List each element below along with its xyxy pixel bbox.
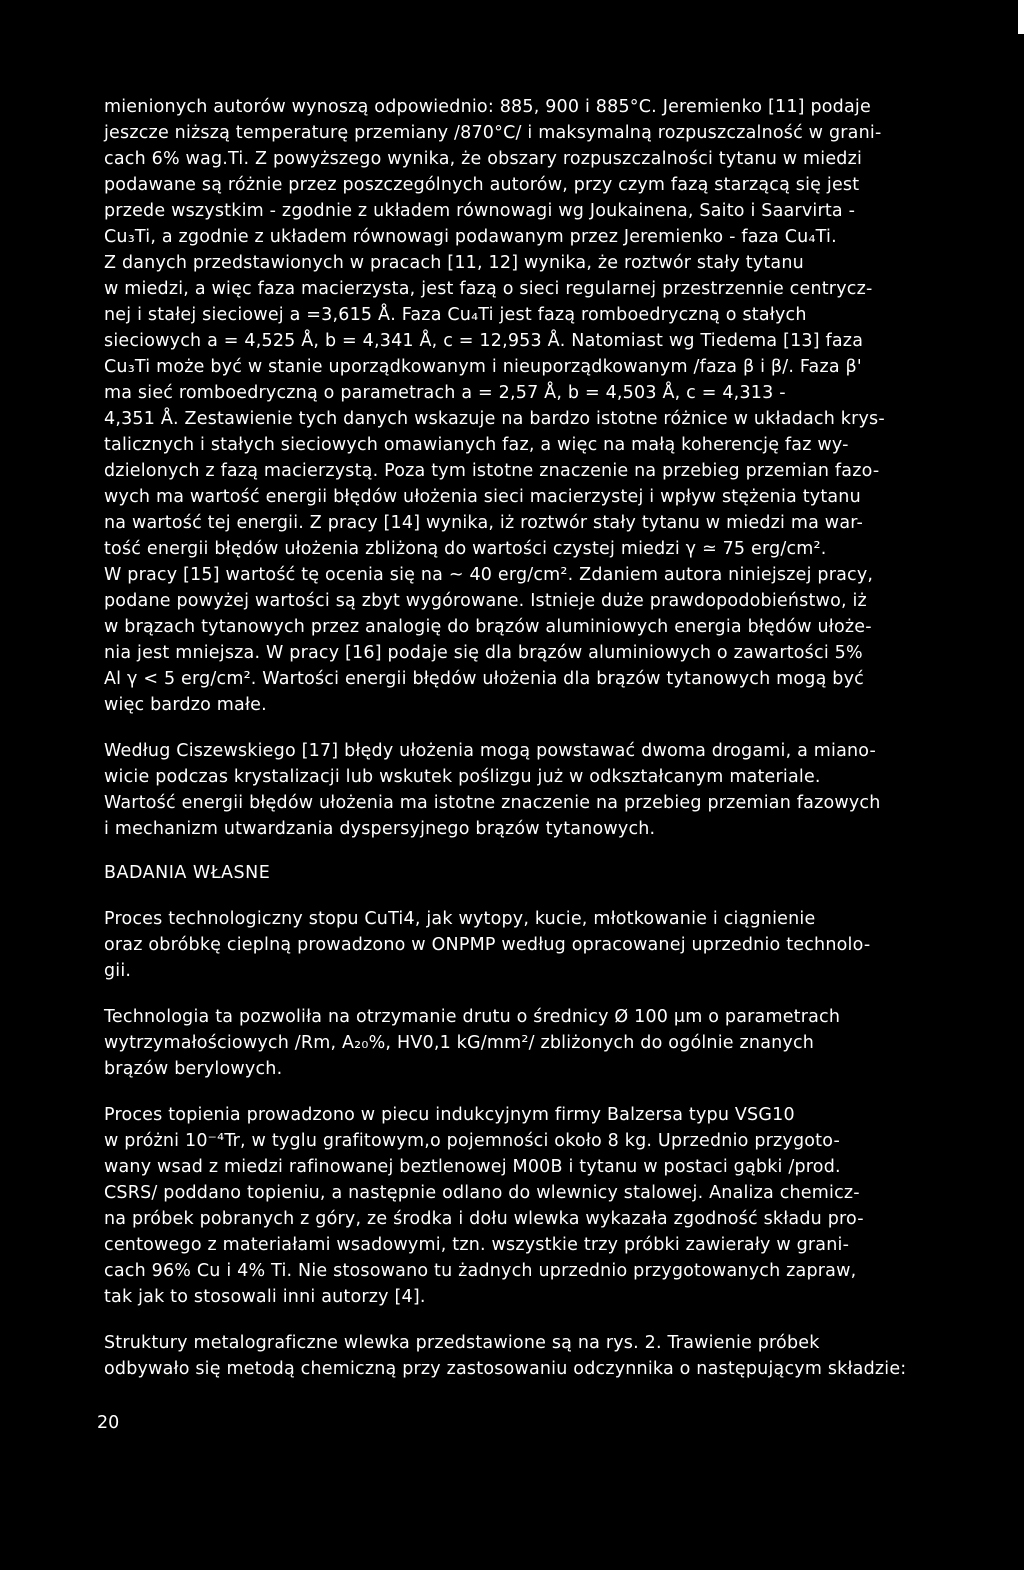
section-heading: BADANIA WŁASNE — [104, 863, 271, 883]
text-line: mienionych autorów wynoszą odpowiednio: 885, 900 i 885°C. Jeremienko [11] podaje — [104, 97, 871, 117]
text-line: jeszcze niższą temperaturę przemiany /870°C/ i maksymalną rozpuszczalność w grani- — [104, 123, 882, 143]
text-line: na próbek pobranych z góry, ze środka i dołu wlewka wykazała zgodność składu pro- — [104, 1209, 864, 1229]
text-line: cach 96% Cu i 4% Ti. Nie stosowano tu żadnych uprzednio przygotowanych zapraw, — [104, 1261, 857, 1281]
text-line: W pracy [15] wartość tę ocenia się na ~ 40 erg/cm². Zdaniem autora niniejszej pracy, — [104, 565, 874, 585]
text-line: gii. — [104, 961, 132, 981]
text-line: i mechanizm utwardzania dyspersyjnego brązów tytanowych. — [104, 819, 656, 839]
text-line: Cu₃Ti może być w stanie uporządkowanym i nieuporządkowanym /faza β i β/. Faza β' — [104, 357, 862, 377]
text-line: centowego z materiałami wsadowymi, tzn. wszystkie trzy próbki zawierały w grani- — [104, 1235, 850, 1255]
text-line: dzielonych z fazą macierzystą. Poza tym istotne znaczenie na przebieg przemian fazo- — [104, 461, 880, 481]
text-line: Proces topienia prowadzono w piecu indukcyjnym firmy Balzersa typu VSG10 — [104, 1105, 795, 1125]
text-line: Struktury metalograficzne wlewka przedstawione są na rys. 2. Trawienie próbek — [104, 1333, 820, 1353]
text-line: wych ma wartość energii błędów ułożenia sieci macierzystej i wpływ stężenia tytanu — [104, 487, 861, 507]
text-line: tak jak to stosowali inni autorzy [4]. — [104, 1287, 426, 1307]
text-line: Wartość energii błędów ułożenia ma istotne znaczenie na przebieg przemian fazowych — [104, 793, 881, 813]
text-line: oraz obróbkę cieplną prowadzono w ONPMP według opracowanej uprzednio technolo- — [104, 935, 871, 955]
text-line: Technologia ta pozwoliła na otrzymanie drutu o średnicy Ø 100 μm o parametrach — [104, 1007, 841, 1027]
text-line: w brązach tytanowych przez analogię do brązów aluminiowych energia błędów ułoże- — [104, 617, 872, 637]
text-line: Al γ < 5 erg/cm². Wartości energii błędów ułożenia dla brązów tytanowych mogą być — [104, 669, 864, 689]
text-line: wytrzymałościowych /Rm, A₂₀%, HV0,1 kG/mm²/ zbliżonych do ogólnie znanych — [104, 1033, 815, 1053]
text-line: Z danych przedstawionych w pracach [11, 12] wynika, że roztwór stały tytanu — [104, 253, 804, 273]
text-line: wany wsad z miedzi rafinowanej beztlenowej M00B i tytanu w postaci gąbki /prod. — [104, 1157, 841, 1177]
text-line: Proces technologiczny stopu CuTi4, jak wytopy, kucie, młotkowanie i ciągnienie — [104, 909, 816, 929]
scan-edge-mark — [1018, 0, 1024, 34]
text-line: brązów berylowych. — [104, 1059, 283, 1079]
text-line: ma sieć romboedryczną o parametrach a = 2,57 Å, b = 4,503 Å, c = 4,313 - — [104, 383, 786, 403]
text-line: Cu₃Ti, a zgodnie z układem równowagi podawanym przez Jeremienko - faza Cu₄Ti. — [104, 227, 837, 247]
text-line: tość energii błędów ułożenia zbliżoną do wartości czystej miedzi γ ≃ 75 erg/cm². — [104, 539, 827, 559]
text-line: na wartość tej energii. Z pracy [14] wynika, iż roztwór stały tytanu w miedzi ma war- — [104, 513, 864, 533]
text-line: wicie podczas krystalizacji lub wskutek poślizgu już w odkształcanym materiale. — [104, 767, 821, 787]
text-line: nia jest mniejsza. W pracy [16] podaje się dla brązów aluminiowych o zawartości 5% — [104, 643, 863, 663]
text-line: Według Ciszewskiego [17] błędy ułożenia mogą powstawać dwoma drogami, a miano- — [104, 741, 877, 761]
text-line: talicznych i stałych sieciowych omawianych faz, a więc na małą koherencję faz wy- — [104, 435, 849, 455]
text-line: 4,351 Å. Zestawienie tych danych wskazuje na bardzo istotne różnice w układach krys- — [104, 409, 885, 429]
text-line: CSRS/ poddano topieniu, a następnie odlano do wlewnicy stalowej. Analiza chemicz- — [104, 1183, 860, 1203]
text-line: podawane są różnie przez poszczególnych autorów, przy czym fazą starzącą się jest — [104, 175, 860, 195]
text-line: w próżni 10⁻⁴Tr, w tyglu grafitowym,o pojemności około 8 kg. Uprzednio przygoto- — [104, 1131, 840, 1151]
text-line: podane powyżej wartości są zbyt wygórowane. Istnieje duże prawdopodobieństwo, iż — [104, 591, 867, 611]
text-line: sieciowych a = 4,525 Å, b = 4,341 Å, c = 12,953 Å. Natomiast wg Tiedema [13] faza — [104, 331, 864, 351]
text-line: więc bardzo małe. — [104, 695, 267, 715]
page-number: 20 — [97, 1413, 120, 1433]
text-line: w miedzi, a więc faza macierzysta, jest fazą o sieci regularnej przestrzennie centrycz- — [104, 279, 873, 299]
text-line: nej i stałej sieciowej a =3,615 Å. Faza Cu₄Ti jest fazą romboedryczną o stałych — [104, 305, 807, 325]
text-line: przede wszystkim - zgodnie z układem równowagi wg Joukainena, Saito i Saarvirta - — [104, 201, 856, 221]
text-line: odbywało się metodą chemiczną przy zastosowaniu odczynnika o następującym składzie: — [104, 1359, 907, 1379]
text-line: cach 6% wag.Ti. Z powyższego wynika, że obszary rozpuszczalności tytanu w miedzi — [104, 149, 863, 169]
